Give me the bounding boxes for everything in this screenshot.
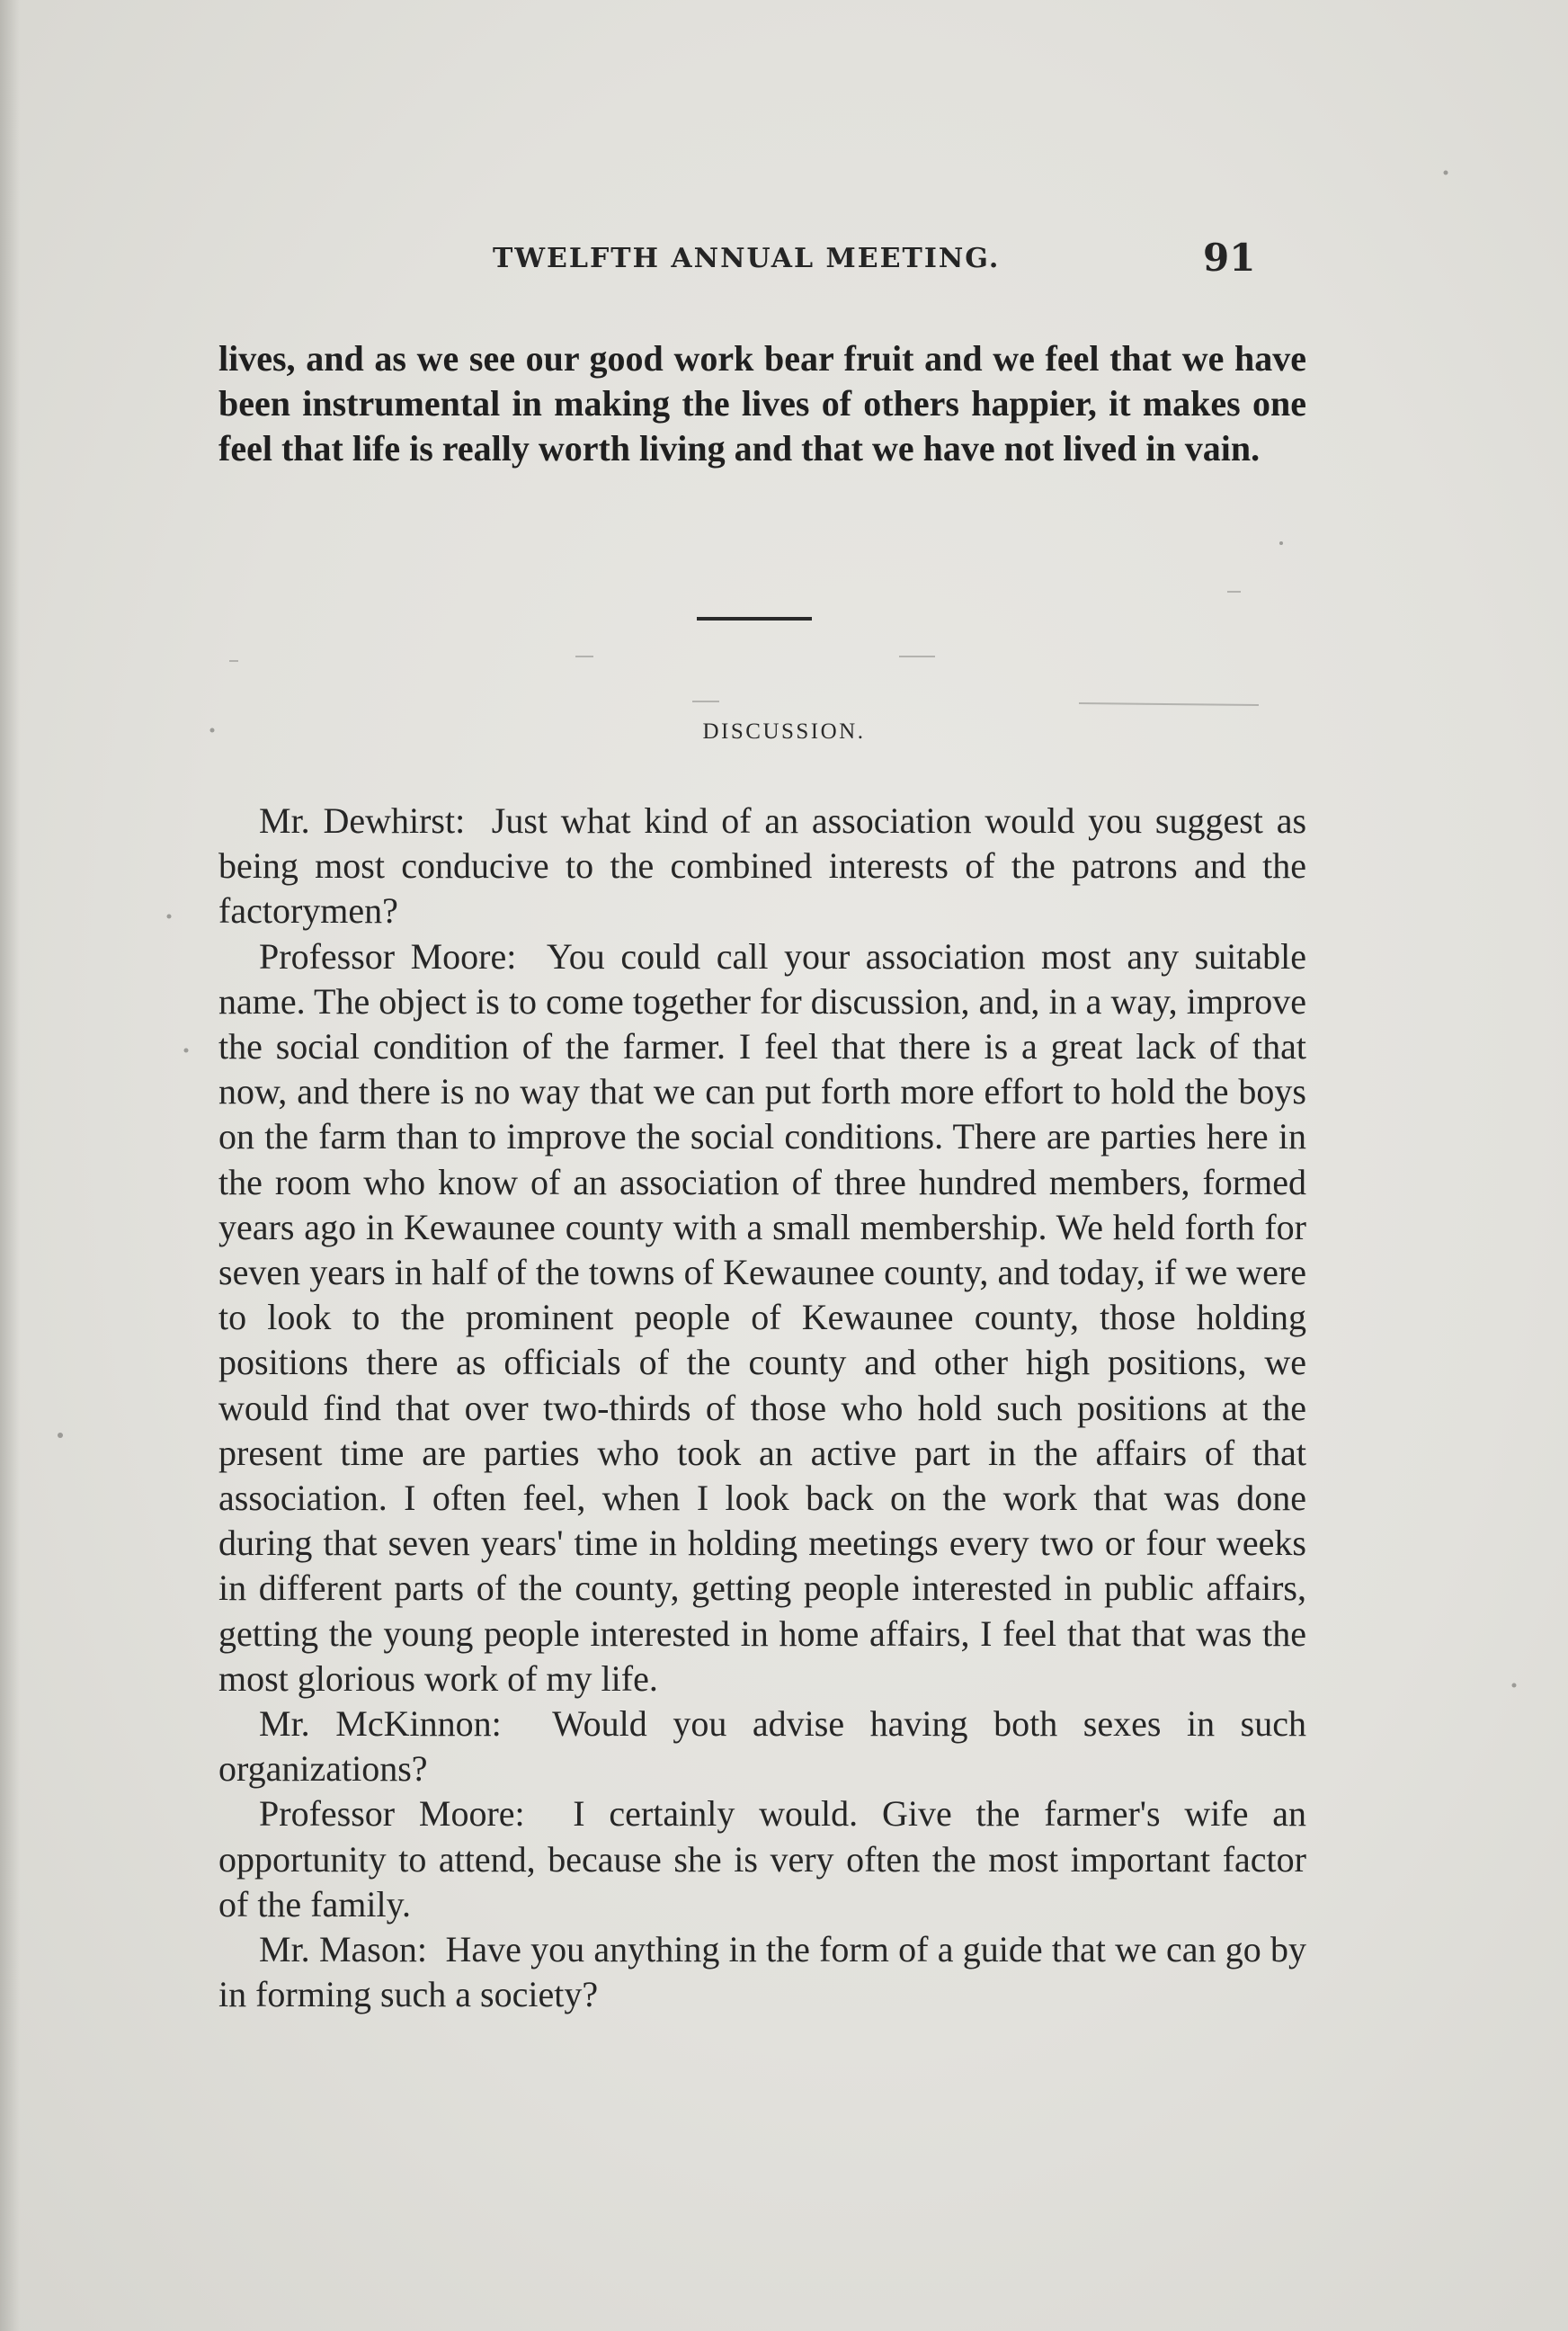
speech-text: You could call your association most any suitable name. The object is to come together for discussion, and, in a way, improve the social condition of the farmer. I feel that there is a great lack of that now, and there is no way that we can put forth more effort to hold the boys on the farm than to improve the social conditions. There are parties here in the room who know of an association of three hundred members, formed years ago in Kewaunee county with a small membership. We held forth for seven years in half of the towns of Kewaunee county, and today, if we were to look to the prominent people of Kewaunee county, those holding positions there as officials of the county and other high positions, we would find that over two-thirds of those who hold such positions at the present time are parties who took an active part in the affairs of that association. I often feel, when I look back on the work that was done during that seven years' time in holding meetings every two or four weeks in different parts of the county, getting people interested in public affairs, getting the young people interested in home affairs, I feel that that was the most glorious work of my life.	[218, 935, 1307, 1699]
speech-text: I certainly would. Give the farmer's wife an opportunity to attend, because she is very often the most important factor of the family.	[218, 1793, 1307, 1925]
discussion-paragraph	[218, 1927, 1306, 2017]
speech-text: Would you advise having both sexes in such organizations?	[218, 1703, 1306, 1790]
discussion-paragraph	[218, 934, 1306, 1701]
running-head: TWELFTH ANNUAL MEETING.	[493, 243, 1001, 274]
page-header	[0, 236, 1568, 290]
section-title: DISCUSSION.	[702, 719, 866, 744]
speaker-name: Professor Moore:	[259, 1793, 525, 1835]
intro-paragraph: lives, and as we see our good work bear fruit and we feel that we have been instrumental in making the lives of others happier, it makes one feel that life is really worth living and that we have not lived in vain.	[218, 338, 1306, 469]
speaker-name: Professor Moore:	[259, 935, 517, 977]
discussion-block	[218, 799, 1306, 2017]
speaker-name: Mr. McKinnon:	[259, 1703, 502, 1745]
intro-text-block	[218, 336, 1306, 472]
page-number: 91	[1203, 236, 1256, 280]
speaker-name: Mr. Dewhirst:	[259, 800, 466, 841]
speaker-name: Mr. Mason:	[259, 1929, 427, 1970]
discussion-paragraph	[218, 1791, 1306, 1927]
discussion-paragraph	[218, 799, 1306, 934]
speech-text: Just what kind of an association would you suggest as being most conducive to the combined interests of the patrons and the factorymen?	[218, 800, 1307, 932]
speech-text: Have you anything in the form of a guide that we can go by in forming such a society?	[218, 1929, 1306, 2015]
section-divider-rule	[697, 617, 812, 621]
binding-shadow	[0, 0, 20, 2331]
discussion-paragraph	[218, 1701, 1306, 1791]
